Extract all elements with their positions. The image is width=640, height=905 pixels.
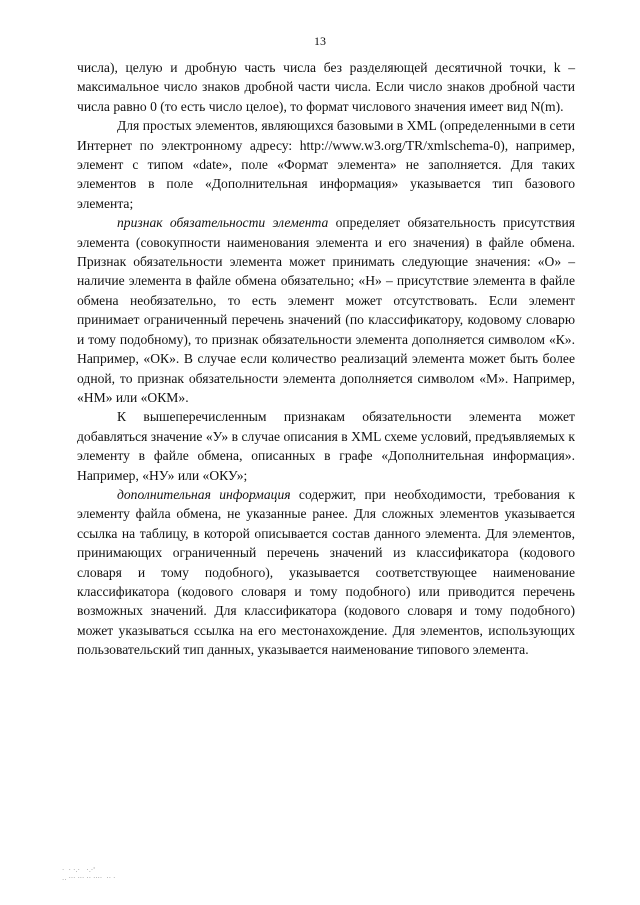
paragraph-4 bbox=[77, 407, 575, 485]
paragraph-4-text: К вышеперечисленным признакам обязательности элемента может добавляться значение «У» в случае описания в XML схеме условий, предъявляемых к элементу в файле обмена, описанных в графе «Дополнительная информация». Например, «НУ» или «ОКУ»; bbox=[77, 409, 575, 483]
body-text bbox=[77, 58, 575, 660]
paragraph-1 bbox=[77, 58, 575, 116]
paragraph-5-text: содержит, при необходимости, требования к элементу файла обмена, не указанные ранее. Для сложных элементов указывается ссылка на таблицу, в которой описывается состав данного элемента. Для элементов, принимающих ограниченный перечень значений из классификатора (кодового словаря и тому подобного), указывается соответствующее наименование классификатора (кодового словаря и тому подобного) или приводится перечень возможных значений. Для классификатора (кодового словаря и тому подобного) может указываться ссылка на его местонахождение. Для элементов, использующих пользовательский тип данных, указывается наименование типового элемента. bbox=[77, 486, 575, 658]
term-additional-info: дополнительная информация bbox=[117, 486, 291, 502]
paragraph-2-text: Для простых элементов, являющихся базовыми в XML (определенными в сети Интернет по электронному адресу: http://www.w3.org/TR/xmlschema-0), например, элемент с типом «date», поле «Формат элемента» не заполняется. Для таких элементов в поле «Дополнительная информация» указывается тип базового элемента; bbox=[77, 118, 575, 211]
paragraph-2 bbox=[77, 116, 575, 213]
paragraph-3-text: определяет обязательность присутствия элемента (совокупности наименования элемента и его значения) в файле обмена. Признак обязательности элемента может принимать следующие значения: «О» – наличие элемента в файле обмена обязательно; «Н» – присутствие элемента в файле обмена необязательно, то есть элемент может отсутствовать. Если элемент принимает ограниченный перечень значений (по классификатору, кодовому словарю и тому подобному), то признак обязательности элемента дополняется символом «К». Например, «ОК». В случае если количество реализаций элемента может быть более одной, то признак обязательности элемента дополняется символом «М». Например, «НМ» или «ОКМ». bbox=[77, 215, 576, 405]
paragraph-1-text: числа), целую и дробную часть числа без разделяющей десятичной точки, k – максимальное число знаков дробной части числа. Если число знаков дробной части числа равно 0 (то есть число целое), то формат числового значения имеет вид N(m). bbox=[77, 60, 575, 114]
paragraph-3 bbox=[77, 213, 575, 407]
page-number: 13 bbox=[314, 34, 326, 48]
paragraph-5 bbox=[77, 485, 575, 660]
term-mandatory-flag: признак обязательности элемента bbox=[117, 215, 329, 231]
scan-artifact: · · ·.· ·.·' .. ··· ··· ·· ···· ·· · bbox=[62, 866, 116, 882]
